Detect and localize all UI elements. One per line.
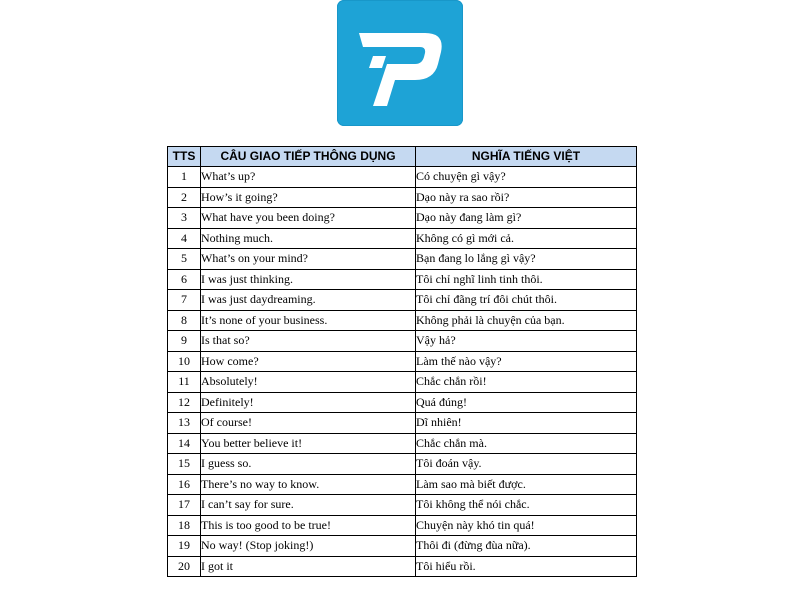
vietnamese-meaning: Tôi chỉ nghĩ linh tinh thôi.	[416, 269, 637, 290]
table-row	[168, 290, 637, 311]
vietnamese-meaning: Bạn đang lo lắng gì vậy?	[416, 249, 637, 270]
vietnamese-meaning: Làm sao mà biết được.	[416, 474, 637, 495]
english-phrase: Of course!	[201, 413, 416, 434]
vietnamese-meaning: Dạo này ra sao rồi?	[416, 187, 637, 208]
english-phrase: Is that so?	[201, 331, 416, 352]
vietnamese-meaning: Tôi không thể nói chắc.	[416, 495, 637, 516]
english-phrase: Nothing much.	[201, 228, 416, 249]
table-row	[168, 208, 637, 229]
vietnamese-meaning: Dĩ nhiên!	[416, 413, 637, 434]
table-row	[168, 187, 637, 208]
vietnamese-meaning: Dạo này đang làm gì?	[416, 208, 637, 229]
table-row	[168, 392, 637, 413]
vietnamese-meaning: Chắc chắn rồi!	[416, 372, 637, 393]
english-phrase: It’s none of your business.	[201, 310, 416, 331]
english-phrase: What’s up?	[201, 167, 416, 188]
english-phrase: You better believe it!	[201, 433, 416, 454]
row-number: 4	[168, 228, 201, 249]
table-row	[168, 269, 637, 290]
english-phrase: Absolutely!	[201, 372, 416, 393]
row-number: 19	[168, 536, 201, 557]
phrases-table	[167, 146, 637, 577]
table-row	[168, 310, 637, 331]
vietnamese-meaning: Chắc chắn mà.	[416, 433, 637, 454]
english-phrase: I can’t say for sure.	[201, 495, 416, 516]
table-row	[168, 331, 637, 352]
english-phrase: This is too good to be true!	[201, 515, 416, 536]
english-phrase: There’s no way to know.	[201, 474, 416, 495]
vietnamese-meaning: Vậy hả?	[416, 331, 637, 352]
english-phrase: How’s it going?	[201, 187, 416, 208]
table-body	[168, 167, 637, 577]
row-number: 2	[168, 187, 201, 208]
english-phrase: How come?	[201, 351, 416, 372]
table-row	[168, 495, 637, 516]
english-phrase: What’s on your mind?	[201, 249, 416, 270]
vietnamese-meaning: Làm thế nào vậy?	[416, 351, 637, 372]
vietnamese-meaning: Không phải là chuyện của bạn.	[416, 310, 637, 331]
table-row	[168, 249, 637, 270]
p-letter-icon	[337, 0, 463, 126]
row-number: 17	[168, 495, 201, 516]
table-row	[168, 167, 637, 188]
vietnamese-meaning: Quá đúng!	[416, 392, 637, 413]
header-english: CÂU GIAO TIẾP THÔNG DỤNG	[201, 147, 416, 167]
table-row	[168, 474, 637, 495]
vietnamese-meaning: Thôi đi (đừng đùa nữa).	[416, 536, 637, 557]
english-phrase: I got it	[201, 556, 416, 577]
p-logo	[337, 0, 463, 126]
row-number: 10	[168, 351, 201, 372]
table-row	[168, 372, 637, 393]
row-number: 13	[168, 413, 201, 434]
vietnamese-meaning: Tôi đoán vậy.	[416, 454, 637, 475]
table-header-row	[168, 147, 637, 167]
english-phrase: I guess so.	[201, 454, 416, 475]
table-row	[168, 351, 637, 372]
table-row	[168, 228, 637, 249]
header-vietnamese: NGHĨA TIẾNG VIỆT	[416, 147, 637, 167]
row-number: 16	[168, 474, 201, 495]
row-number: 3	[168, 208, 201, 229]
english-phrase: What have you been doing?	[201, 208, 416, 229]
row-number: 8	[168, 310, 201, 331]
english-phrase: I was just thinking.	[201, 269, 416, 290]
row-number: 6	[168, 269, 201, 290]
row-number: 20	[168, 556, 201, 577]
vietnamese-meaning: Không có gì mới cả.	[416, 228, 637, 249]
row-number: 15	[168, 454, 201, 475]
header-number: TTS	[168, 147, 201, 167]
vietnamese-meaning: Chuyện này khó tin quá!	[416, 515, 637, 536]
row-number: 1	[168, 167, 201, 188]
english-phrase: I was just daydreaming.	[201, 290, 416, 311]
english-phrase: No way! (Stop joking!)	[201, 536, 416, 557]
vietnamese-meaning: Tôi hiểu rồi.	[416, 556, 637, 577]
vietnamese-meaning: Có chuyện gì vậy?	[416, 167, 637, 188]
table-row	[168, 413, 637, 434]
row-number: 7	[168, 290, 201, 311]
table-row	[168, 454, 637, 475]
table-row	[168, 433, 637, 454]
table-row	[168, 536, 637, 557]
english-phrase: Definitely!	[201, 392, 416, 413]
row-number: 11	[168, 372, 201, 393]
row-number: 9	[168, 331, 201, 352]
vietnamese-meaning: Tôi chỉ đãng trí đôi chút thôi.	[416, 290, 637, 311]
row-number: 5	[168, 249, 201, 270]
row-number: 12	[168, 392, 201, 413]
row-number: 14	[168, 433, 201, 454]
table-row	[168, 515, 637, 536]
table-row	[168, 556, 637, 577]
row-number: 18	[168, 515, 201, 536]
